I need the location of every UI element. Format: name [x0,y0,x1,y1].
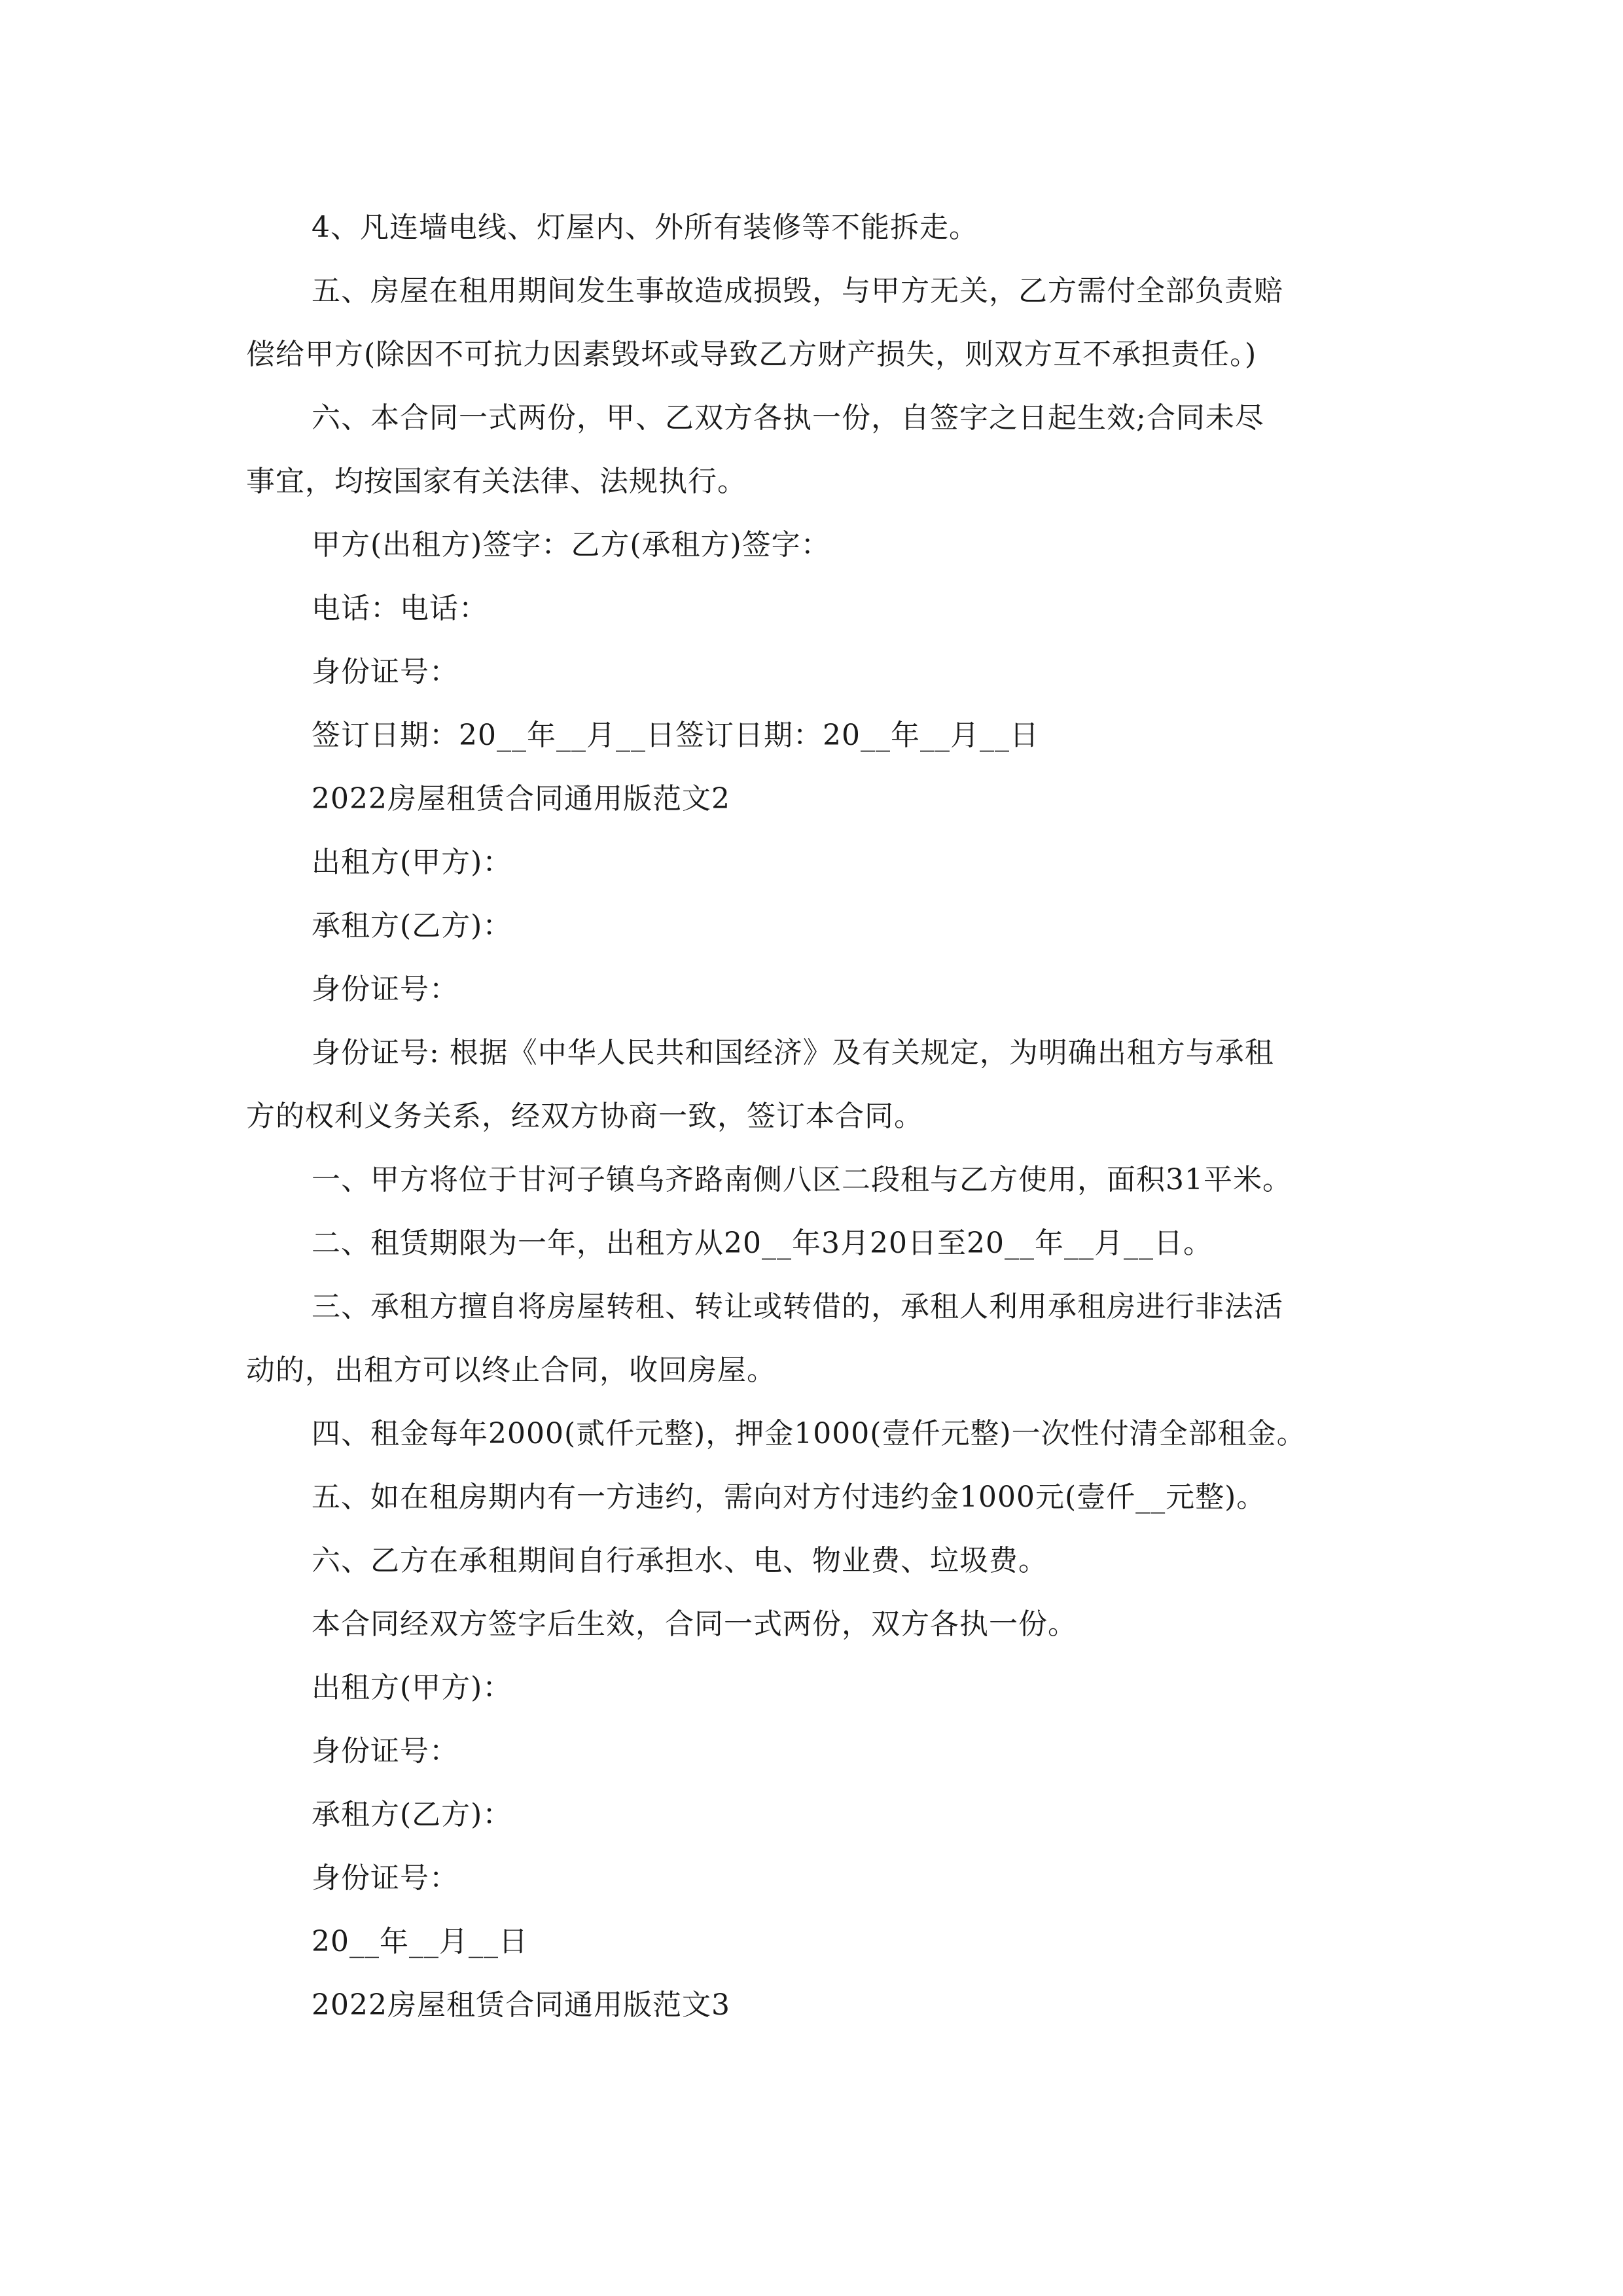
id-number-line: 身份证号： [312,973,459,1006]
clause-4-rent: 四、租金每年2000(贰仟元整)，押金1000(壹仟元整)一次性付清全部租金。 [312,1417,1306,1450]
lessor-line: 出租方(甲方)： [312,1671,512,1704]
id-number-line: 身份证号： [312,655,459,689]
sample-2-heading: 2022房屋租赁合同通用版范文2 [312,782,730,816]
preamble-cont: 方的权利义务关系，经双方协商一致，签订本合同。 [246,1100,923,1133]
clause-6-copies-cont: 事宜，均按国家有关法律、法规执行。 [246,465,747,498]
sample-3-heading: 2022房屋租赁合同通用版范文3 [312,1988,730,2022]
clause-3-sublet: 三、承租方擅自将房屋转租、转让或转借的，承租人利用承租房进行非法活 [312,1290,1283,1323]
clause-1-location: 一、甲方将位于甘河子镇乌齐路南侧八区二段租与乙方使用，面积31平米。 [312,1163,1292,1196]
clause-6-utilities: 六、乙方在承租期间自行承担水、电、物业费、垃圾费。 [312,1544,1048,1577]
id-number-line: 身份证号： [312,1734,459,1768]
phone-line: 电话：电话： [312,592,488,625]
lessor-line: 出租方(甲方)： [312,846,512,879]
clause-2-term: 二、租赁期限为一年，出租方从20__年3月20日至20__年__月__日。 [312,1227,1213,1260]
clause-4-fixtures: 4、凡连墙电线、灯屋内、外所有装修等不能拆走。 [312,211,978,244]
date-line: 20__年__月__日 [312,1925,528,1958]
clause-5-damage: 五、房屋在租用期间发生事故造成损毁，与甲方无关，乙方需付全部负责赔 [312,274,1283,308]
lessee-line: 承租方(乙方)： [312,1798,512,1831]
signature-line: 甲方(出租方)签字：乙方(承租方)签字： [312,528,830,562]
id-number-line: 身份证号： [312,1861,459,1895]
signing-date-line: 签订日期：20__年__月__日签订日期：20__年__月__日 [312,719,1039,752]
lessee-line: 承租方(乙方)： [312,909,512,942]
clause-5-breach: 五、如在租房期内有一方违约，需向对方付违约金1000元(壹仟__元整)。 [312,1480,1266,1514]
clause-6-copies: 六、本合同一式两份，甲、乙双方各执一份，自签字之日起生效;合同未尽 [312,401,1264,435]
preamble: 身份证号: 根据《中华人民共和国经济》及有关规定，为明确出租方与承租 [312,1036,1274,1069]
clause-5-damage-cont: 偿给甲方(除因不可抗力因素毁坏或导致乙方财产损失，则双方互不承担责任。) [246,338,1257,371]
clause-3-sublet-cont: 动的，出租方可以终止合同，收回房屋。 [246,1354,776,1387]
effective-clause: 本合同经双方签字后生效，合同一式两份，双方各执一份。 [312,1607,1077,1641]
